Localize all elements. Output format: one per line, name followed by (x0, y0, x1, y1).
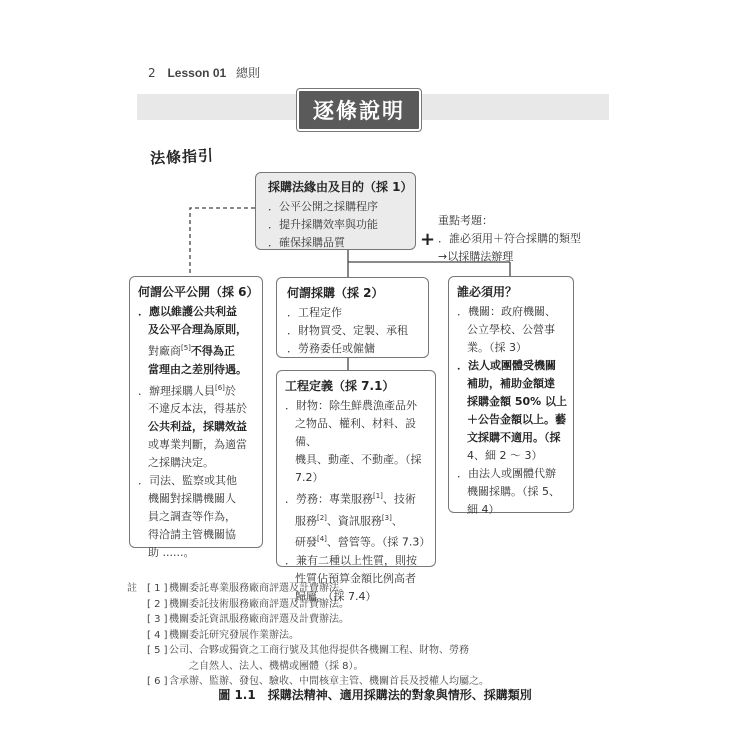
fairness-box-title: 何謂公平公開（採 6） (138, 285, 259, 299)
text-line: 當理由之差別待遇。 (148, 362, 247, 376)
note-text: 機關委託研究發展作業辦法。 (169, 629, 299, 641)
definition-box (276, 370, 436, 603)
text-line: 不違反本法，得基於 (148, 402, 247, 416)
procurement-box (276, 277, 429, 358)
text-line: 、營管等。（採 7.3） (326, 535, 431, 549)
who-must-use-title: 誰必須用？ (457, 285, 518, 299)
footnote-ref: [2] (317, 513, 327, 522)
purpose-item: ．提升採購效率與功能 (268, 218, 378, 231)
footnote-ref: [5] (181, 344, 191, 352)
note-number: [ 2 ] (147, 598, 168, 610)
definition-box-title: 工程定義（採 7.1） (285, 379, 395, 393)
note-text: 機關委託專業服務廠商評選及計費辦法。 (169, 583, 349, 594)
procurement-item: ．工程定作 (287, 306, 342, 319)
notes-label: 註 (127, 583, 137, 594)
text-line: ＋公告金額以上。藝 (467, 413, 566, 426)
purpose-item: ．確保採購品質 (268, 236, 345, 249)
key-points (438, 212, 581, 266)
text-line: 助 ......。 (148, 546, 195, 560)
note-text: 公司、合夥或獨資之工商行號及其他得提供各機關工程、財物、勞務 (169, 645, 469, 656)
note-number: [ 1 ] (147, 583, 168, 594)
purpose-item: ．公平公開之採購程序 (268, 200, 378, 213)
footnotes (127, 581, 489, 690)
text-line: 文採購不適用。（採 (467, 431, 561, 444)
text-line: 、 (391, 514, 403, 528)
figure-caption: 圖 1.1 採購法精神、適用採購法的對象與情形、採購類別 (218, 688, 532, 702)
text-line: 4、細 2 ～ 3） (467, 449, 543, 462)
purpose-box-title: 採購法緣由及目的（採 1） (268, 180, 413, 194)
key-points-line: →以採購法辦理 (438, 250, 514, 263)
text-line: 或專業判斷，為適當 (148, 438, 247, 452)
note-number: [ 5 ] (147, 645, 168, 656)
text-line: ．財物：除生鮮農漁產品外 (285, 399, 417, 412)
text-line: 歸屬。（採 7.4） (295, 589, 377, 603)
note-text: 機關委託技術服務廠商評選及計費辦法。 (169, 598, 349, 610)
fairness-box (129, 276, 263, 560)
text-line: 服務 (295, 514, 317, 528)
text-line: ．勞務：專業服務 (285, 492, 373, 506)
page-number: 2 (148, 66, 156, 80)
procurement-item: ．財物買受、定製、承租 (287, 324, 408, 337)
text-line: ．兼有二種以上性質，則按 (285, 553, 417, 567)
footnote-ref: [1] (373, 492, 383, 500)
text-line: 及公平合理為原則， (148, 323, 247, 336)
text-line: 研發 (295, 535, 317, 549)
text-line: ．機關：政府機關、 (457, 305, 556, 318)
text-line: 公立學校、公營事 (467, 323, 555, 336)
note-text: 含承辦、監辦、發包、驗收、中間核章主管、機關首長及授權人均屬之。 (169, 676, 489, 687)
plus-sign: + (420, 229, 436, 250)
text-line: 於 (224, 384, 236, 398)
text-line: 對廠商 (148, 344, 181, 358)
lesson-label: Lesson 01 (167, 66, 227, 80)
text-line: 業。（採 3） (467, 341, 527, 354)
procurement-item: ．勞務委任或僱傭 (287, 342, 375, 355)
footnote-ref: [4] (317, 535, 327, 544)
text-line: 員之調查等作為， (148, 510, 236, 524)
key-points-heading: 重點考題： (438, 214, 493, 227)
text-line: 之採購決定。 (148, 456, 214, 470)
note-text: 機關委託資訊服務廠商評選及計費辦法。 (169, 614, 349, 625)
text-line: ．法人或團體受機關 (457, 359, 556, 372)
procurement-box-title: 何謂採購（採 2） (287, 286, 384, 300)
text-line: 細 4） (467, 503, 500, 516)
guide-label: 法條指引 (149, 146, 215, 168)
text-line: 之物品、權利、材料、設備、 (295, 417, 416, 448)
section-title: 逐條說明 (297, 89, 421, 131)
text-line: 性質佔預算金額比例高者 (295, 571, 416, 585)
text-line: 、資訊服務 (326, 514, 382, 528)
note-text: 之自然人、法人、機構或團體（採 8）。 (189, 660, 364, 672)
text-line: 機具、動產、不動產。（採 (295, 453, 422, 466)
text-line: 不得為正 (190, 344, 235, 358)
text-line: 7.2） (295, 471, 324, 484)
text-line: ．應以維護公共利益 (138, 305, 237, 318)
note-number: [ 4 ] (147, 629, 168, 641)
text-line: 公共利益，採購效益 (148, 420, 247, 434)
chapter-label: 總則 (236, 66, 261, 80)
text-line: 機關採購。（採 5、 (467, 485, 560, 498)
footnote-ref: [6] (215, 383, 225, 392)
who-must-use-box (448, 276, 574, 516)
purpose-box (255, 172, 416, 250)
text-line: 得洽請主管機關協 (148, 528, 236, 542)
text-line: ．由法人或團體代辦 (457, 467, 556, 480)
text-line: 、技術 (382, 492, 416, 506)
key-points-line: ．誰必須用＋符合採購的類型 (438, 232, 581, 245)
text-line: 補助，補助金額達 (467, 377, 555, 390)
text-line: ．辦理採購人員 (138, 384, 215, 398)
text-line: 機關對採購機關人 (148, 492, 236, 506)
footnote-ref: [3] (381, 513, 392, 522)
text-line: 採購金額 50% 以上 (467, 395, 567, 408)
note-number: [ 6 ] (147, 676, 168, 687)
note-number: [ 3 ] (147, 614, 168, 625)
text-line: ．司法、監察或其他 (138, 474, 237, 488)
